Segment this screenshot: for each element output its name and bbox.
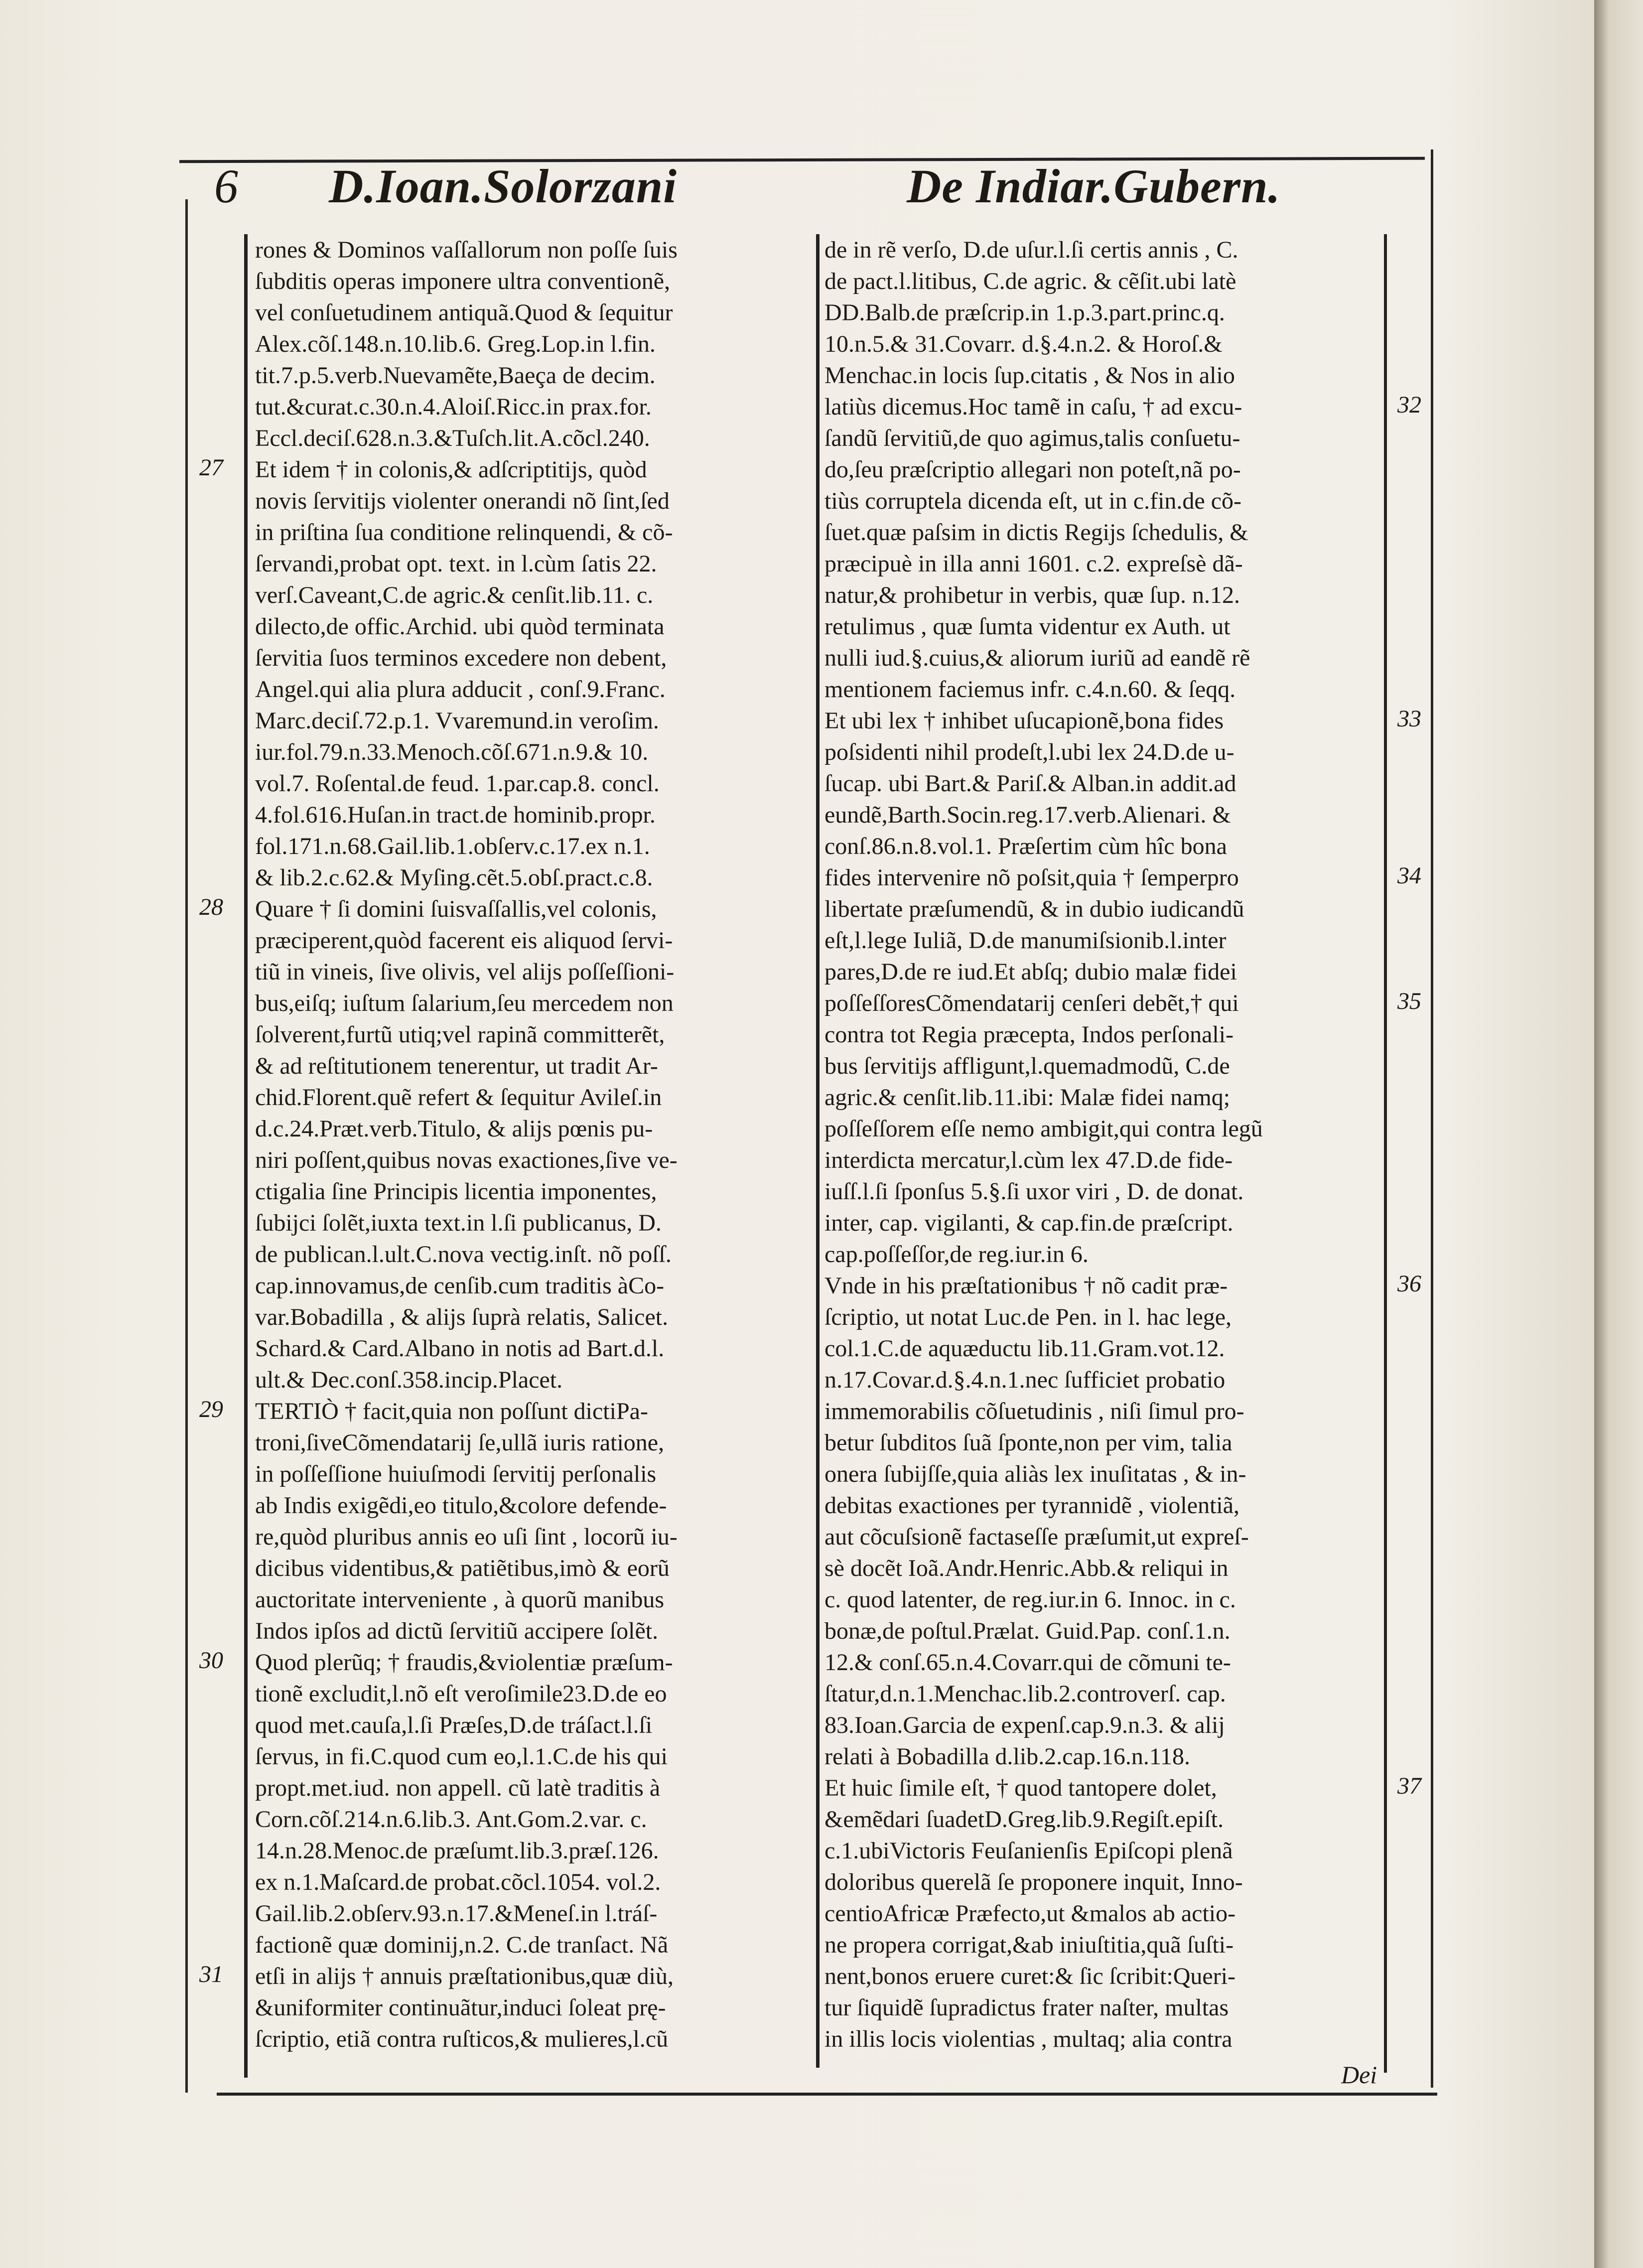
margin-number: 27 [199, 454, 223, 481]
text-line: bus,eiſq; iuſtum ſalarium,ſeu mercedem non [255, 990, 674, 1016]
text-line: c.1.ubiVictoris Feuſanienſis Epiſcopi plenã [824, 1838, 1233, 1864]
text-line: Et idem † in colonis,& adſcriptitijs, quòd [255, 456, 647, 483]
text-line: verſ.Caveant,C.de agric.& cenſit.lib.11. c. [255, 582, 654, 608]
text-line: & lib.2.c.62.& Myſing.cẽt.5.obſ.pract.c.8. [255, 864, 653, 891]
text-line: præciperent,quòd facerent eis aliquod ſervi- [255, 927, 673, 954]
text-line: contra tot Regia præcepta, Indos perſonali- [824, 1021, 1234, 1048]
text-line: poſſeſſoresCõmendatarij cenſeri debẽt,† qui [824, 990, 1239, 1016]
text-line: auctoritate interveniente , à quorũ manibus [255, 1586, 665, 1613]
margin-number: 34 [1397, 862, 1421, 889]
text-line: tiùs corruptela dicenda eſt, ut in c.fin.de cõ- [824, 488, 1242, 514]
text-line: centioAfricæ Præfecto,ut &malos ab actio- [824, 1900, 1236, 1927]
text-line: Corn.cõſ.214.n.6.lib.3. Ant.Gom.2.var. c. [255, 1806, 647, 1833]
text-line: Vnde in his præſtationibus † nõ cadit præ- [824, 1273, 1228, 1299]
text-line: dilecto,de offic.Archid. ubi quòd terminata [255, 613, 665, 640]
text-line: fides intervenire nõ poſsit,quia † ſemperpro [824, 864, 1239, 891]
right-column-rule [1384, 234, 1387, 2073]
left-column-rule [244, 234, 248, 2078]
text-line: quod met.cauſa,l.ſi Præſes,D.de tráſact.l.ſi [255, 1712, 653, 1738]
text-line: 83.Ioan.Garcia de expenſ.cap.9.n.3. & alij [824, 1712, 1225, 1738]
text-line: vol.7. Roſental.de feud. 1.par.cap.8. concl. [255, 770, 660, 797]
text-line: niri poſſent,quibus novas exactiones,ſive ve- [255, 1147, 678, 1173]
text-line: TERTIÒ † facit,quia non poſſunt dictiPa- [255, 1398, 648, 1424]
text-line: tut.&curat.c.30.n.4.Aloiſ.Ricc.in prax.for. [255, 394, 652, 420]
text-line: conſ.86.n.8.vol.1. Præſertim cùm hîc bona [824, 833, 1227, 859]
left-text-column [255, 234, 811, 2055]
margin-number: 36 [1397, 1271, 1421, 1297]
text-line: c. quod latenter, de reg.iur.in 6. Innoc. in c. [824, 1586, 1236, 1613]
text-line: immemorabilis cõſuetudinis , niſi ſimul pro- [824, 1398, 1244, 1424]
text-line: debitas exactiones per tyrannidẽ , violentiã, [824, 1492, 1240, 1519]
text-line: do,ſeu præſcriptio allegari non poteſt,nã po- [824, 456, 1241, 483]
text-line: factionẽ quæ dominij,n.2. C.de tranſact. Nã [255, 1932, 669, 1958]
text-line: tiũ in vineis, ſive olivis, vel alijs poſſeſſioni- [255, 959, 675, 985]
text-line: d.c.24.Præt.verb.Titulo, & alijs pœnis pu- [255, 1116, 653, 1142]
text-line: ſuet.quæ paſsim in dictis Regijs ſchedulis, & [824, 519, 1248, 546]
margin-number: 35 [1397, 988, 1421, 1014]
text-line: vel conſuetudinem antiquã.Quod & ſequitur [255, 299, 673, 326]
text-line: in illis locis violentias , multaq; alia contra [824, 2026, 1232, 2052]
text-line: mentionem faciemus infr. c.4.n.60. & ſeqq. [824, 676, 1236, 703]
text-line: Indos ipſos ad dictũ ſervitiũ accipere ſolẽt. [255, 1618, 659, 1644]
text-line: ſcriptio, etiã contra ruſticos,& mulieres,l.cũ [255, 2026, 669, 2052]
text-line: cap.poſſeſſor,de reg.iur.in 6. [824, 1241, 1089, 1268]
right-text-column [824, 234, 1378, 2055]
text-line: ex n.1.Maſcard.de probat.cõcl.1054. vol.2. [255, 1869, 661, 1895]
margin-number: 31 [199, 1961, 223, 1987]
text-line: relati à Bobadilla d.lib.2.cap.16.n.118. [824, 1743, 1191, 1770]
text-line: &uniformiter continuãtur,induci ſoleat prę- [255, 1994, 666, 2021]
text-line: fol.171.n.68.Gail.lib.1.obſerv.c.17.ex n.1. [255, 833, 650, 859]
text-line: ſucap. ubi Bart.& Pariſ.& Alban.in addit.ad [824, 770, 1236, 797]
text-line: nent,bonos eruere curet:& ſic ſcribit:Queri- [824, 1963, 1236, 1989]
margin-number: 29 [199, 1396, 223, 1422]
text-line: Schard.& Card.Albano in notis ad Bart.d.l. [255, 1335, 665, 1362]
text-line: ſervandi,probat opt. text. in l.cùm ſatis 22. [255, 551, 657, 577]
margin-number: 33 [1397, 706, 1421, 732]
text-line: 4.fol.616.Huſan.in tract.de hominib.propr. [255, 802, 656, 828]
text-line: Marc.deciſ.72.p.1. Vvaremund.in veroſim. [255, 708, 659, 734]
text-line: de in rẽ verſo, D.de uſur.l.ſi certis annis , C. [824, 237, 1238, 263]
text-line: in priſtina ſua conditione relinquendi, & cõ- [255, 519, 673, 546]
page-number: 6 [214, 159, 238, 213]
text-line: cap.innovamus,de cenſib.cum traditis àCo- [255, 1273, 665, 1299]
catchword: Dei [1341, 2061, 1377, 2089]
text-line: rones & Dominos vaſſallorum non poſſe ſuis [255, 237, 678, 263]
text-line: interdicta mercatur,l.cùm lex 47.D.de fide- [824, 1147, 1233, 1173]
text-line: in poſſeſſione huiuſmodi ſervitij perſonalis [255, 1461, 657, 1487]
text-line: Eccl.deciſ.628.n.3.&Tuſch.lit.A.cõcl.240. [255, 425, 650, 451]
text-line: de pact.l.litibus, C.de agric. & cẽſit.ubi latè [824, 268, 1236, 294]
text-line: aut cõcuſsionẽ factaseſſe præſumit,ut expreſ- [824, 1524, 1249, 1550]
text-line: propt.met.iud. non appell. cũ latè traditis à [255, 1775, 661, 1801]
text-line: doloribus querelã ſe proponere inquit, Inno- [824, 1869, 1243, 1895]
text-line: &emẽdari ſuadetD.Greg.lib.9.Regiſt.epiſt. [824, 1806, 1224, 1833]
frame-right-border [1431, 149, 1433, 2088]
text-line: de publican.l.ult.C.nova vectig.inſt. nõ poſſ. [255, 1241, 672, 1268]
text-line: onera ſubijſſe,quia aliàs lex inuſitatas , & in- [824, 1461, 1246, 1487]
running-title-right: De Indiar.Gubern. [907, 159, 1281, 213]
margin-number: 37 [1397, 1773, 1421, 1799]
text-line: præcipuè in illa anni 1601. c.2. expreſsè dã- [824, 551, 1243, 577]
text-line: troni,ſiveCõmendatarij ſe,ullã iuris ratione, [255, 1429, 665, 1456]
text-line: eſt,l.lege Iuliã, D.de manumiſsionib.l.inter [824, 927, 1227, 954]
text-line: agric.& cenſit.lib.11.ibi: Malæ fidei namq; [824, 1084, 1231, 1111]
text-line: pares,D.de re iud.Et abſq; dubio malæ fidei [824, 959, 1237, 985]
text-line: col.1.C.de aquæductu lib.11.Gram.vot.12. [824, 1335, 1225, 1362]
text-line: eundẽ,Barth.Socin.reg.17.verb.Alienari. & [824, 802, 1231, 828]
margin-number: 30 [199, 1647, 223, 1674]
text-line: bus ſervitijs affligunt,l.quemadmodũ, C.de [824, 1053, 1230, 1079]
margin-number: 28 [199, 894, 223, 920]
text-line: chid.Florent.quẽ refert & ſequitur Avileſ.in [255, 1084, 662, 1111]
text-line: ſubditis operas imponere ultra conventionẽ, [255, 268, 671, 294]
running-title-left: D.Ioan.Solorzani [329, 159, 677, 213]
text-line: var.Bobadilla , & alijs ſuprà relatis, Salicet. [255, 1304, 669, 1330]
margin-number: 32 [1397, 392, 1421, 418]
text-line: ſtatur,d.n.1.Menchac.lib.2.controverſ. cap. [824, 1681, 1226, 1707]
text-line: ult.& Dec.conſ.358.incip.Placet. [255, 1367, 563, 1393]
text-line: latiùs dicemus.Hoc tamẽ in caſu, † ad excu- [824, 394, 1242, 420]
text-line: ſcriptio, ut notat Luc.de Pen. in l. hac lege, [824, 1304, 1232, 1330]
text-line: etſi in alijs † annuis præſtationibus,quæ diù, [255, 1963, 674, 1989]
text-line: ctigalia ſine Principis licentia imponentes, [255, 1178, 657, 1205]
text-line: & ad reſtitutionem tenerentur, ut tradit Ar- [255, 1053, 658, 1079]
text-line: sè docẽt Ioã.Andr.Henric.Abb.& reliqui in [824, 1555, 1229, 1581]
text-line: 14.n.28.Menoc.de præſumt.lib.3.præſ.126. [255, 1838, 659, 1864]
text-line: iuſſ.l.ſi ſponſus 5.§.ſi uxor viri , D. de donat. [824, 1178, 1244, 1205]
text-line: betur ſubditos ſuã ſponte,non per vim, talia [824, 1429, 1232, 1456]
text-line: Angel.qui alia plura adducit , conſ.9.Franc. [255, 676, 666, 703]
text-line: 10.n.5.& 31.Covarr. d.§.4.n.2. & Horoſ.& [824, 331, 1223, 357]
text-line: libertate præſumendũ, & in dubio iudicandũ [824, 896, 1244, 922]
text-line: DD.Balb.de præſcrip.in 1.p.3.part.princ.q. [824, 299, 1225, 326]
text-line: poſsidenti nihil prodeſt,l.ubi lex 24.D.de u- [824, 739, 1234, 765]
text-line: novis ſervitijs violenter onerandi nõ ſint,ſed [255, 488, 670, 514]
text-line: ſervitia ſuos terminos excedere non debent, [255, 645, 667, 671]
text-line: retulimus , quæ ſumta videntur ex Auth. ut [824, 613, 1231, 640]
text-line: Menchac.in locis ſup.citatis , & Nos in alio [824, 362, 1235, 389]
text-line: Gail.lib.2.obſerv.93.n.17.&Meneſ.in l.tráſ- [255, 1900, 658, 1927]
text-line: re,quòd pluribus annis eo uſi ſint , locorũ iu- [255, 1524, 678, 1550]
text-line: inter, cap. vigilanti, & cap.fin.de præſcript. [824, 1210, 1233, 1236]
text-line: 12.& conſ.65.n.4.Covarr.qui de cõmuni te- [824, 1649, 1231, 1676]
text-line: tit.7.p.5.verb.Nuevamẽte,Baeça de decim. [255, 362, 656, 389]
text-line: nulli iud.§.cuius,& aliorum iuriũ ad eandẽ rẽ [824, 645, 1250, 671]
text-line: natur,& prohibetur in verbis, quæ ſup. n.12. [824, 582, 1240, 608]
text-line: dicibus videntibus,& patiẽtibus,imò & eorũ [255, 1555, 670, 1581]
text-line: ſandũ ſervitiũ,de quo agimus,talis conſuetu- [824, 425, 1240, 451]
text-line: ſolverent,furtũ utiq;vel rapinã committerẽt, [255, 1021, 665, 1048]
text-line: poſſeſſorem eſſe nemo ambigit,qui contra legũ [824, 1116, 1263, 1142]
text-line: ſubijci ſolẽt,iuxta text.in l.ſi publicanus, D. [255, 1210, 662, 1236]
text-line: tur ſiquidẽ ſupradictus frater naſter, multas [824, 1994, 1229, 2021]
text-line: iur.fol.79.n.33.Menoch.cõſ.671.n.9.& 10. [255, 739, 649, 765]
text-line: Quod plerũq; † fraudis,&violentiæ præſum- [255, 1649, 673, 1676]
text-line: bonæ,de poſtul.Prælat. Guid.Pap. conſ.1.n. [824, 1618, 1231, 1644]
text-line: tionẽ excludit,l.nõ eſt veroſimile23.D.de eo [255, 1681, 667, 1707]
text-line: Alex.cõſ.148.n.10.lib.6. Greg.Lop.in l.fin. [255, 331, 656, 357]
text-line: ne propera corrigat,&ab iniuſtitia,quã ſuſti- [824, 1932, 1234, 1958]
frame-left-border [185, 199, 188, 2093]
text-line: Et huic ſimile eſt, † quod tantopere dolet, [824, 1775, 1217, 1801]
column-divider [816, 234, 820, 2068]
text-line: n.17.Covar.d.§.4.n.1.nec ſufficiet probatio [824, 1367, 1226, 1393]
book-edge [1594, 0, 1643, 2268]
text-line: Quare † ſi domini ſuisvaſſallis,vel colonis, [255, 896, 657, 922]
text-line: Et ubi lex † inhibet uſucapionẽ,bona fides [824, 708, 1224, 734]
footer-rule [217, 2093, 1437, 2096]
text-line: ab Indis exigẽdi,eo titulo,&colore defende- [255, 1492, 667, 1519]
text-line: ſervus, in fi.C.quod cum eo,l.1.C.de his qui [255, 1743, 668, 1770]
